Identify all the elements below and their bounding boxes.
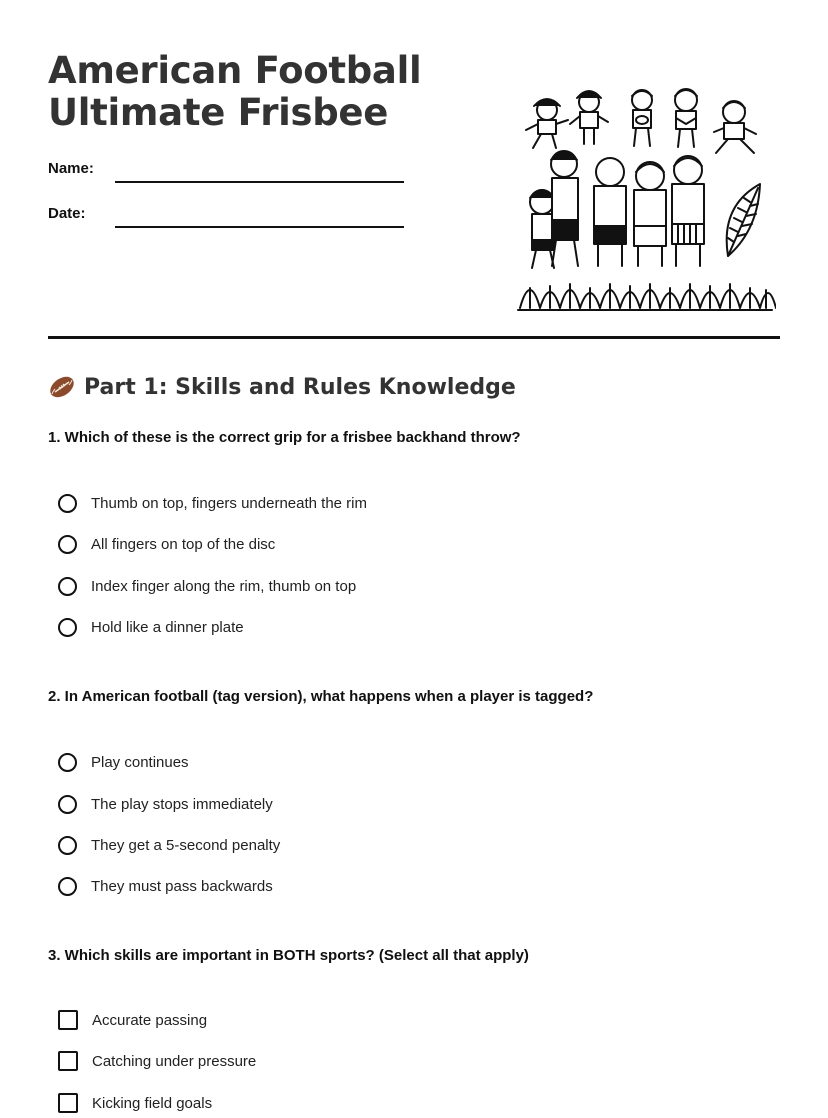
option-label: Thumb on top, fingers underneath the rim [91, 494, 367, 512]
kid-figure-6 [530, 190, 554, 268]
question-2: 2. In American football (tag version), what happens when a player is tagged? [48, 688, 594, 705]
title-line-2: Ultimate Frisbee [48, 91, 389, 134]
q1-option-4[interactable] [58, 615, 244, 639]
radio-button[interactable] [58, 877, 77, 896]
q1-option-3[interactable] [58, 574, 356, 598]
kids-playing-illustration [514, 86, 776, 316]
name-label: Name: [48, 160, 94, 177]
radio-button[interactable] [58, 618, 77, 637]
q2-option-1[interactable] [58, 750, 189, 774]
q3-option-3[interactable] [58, 1091, 212, 1115]
kid-figure-8 [594, 158, 626, 266]
kid-figure-4 [675, 89, 697, 147]
name-field[interactable] [115, 181, 404, 183]
kid-figure-9 [634, 162, 666, 266]
section-heading-text: Part 1: Skills and Rules Knowledge [84, 374, 516, 400]
american-football-icon [48, 373, 76, 401]
option-label: Play continues [91, 753, 189, 771]
radio-button[interactable] [58, 753, 77, 772]
header-divider [48, 336, 780, 339]
foliage-band [518, 284, 776, 310]
option-label: Index finger along the rim, thumb on top [91, 577, 357, 595]
option-label: Catching under pressure [92, 1052, 257, 1070]
radio-button[interactable] [58, 836, 77, 855]
option-label: Hold like a dinner plate [91, 618, 244, 636]
kid-figure-7 [551, 151, 578, 266]
option-label: The play stops immediately [91, 795, 273, 813]
kid-figure-3 [632, 90, 652, 146]
q2-option-3[interactable] [58, 833, 280, 857]
option-label: They must pass backwards [91, 877, 273, 895]
checkbox[interactable] [58, 1010, 78, 1030]
leaf-icon [727, 184, 760, 256]
q2-option-4[interactable] [58, 874, 273, 898]
q2-option-2[interactable] [58, 792, 273, 816]
kid-figure-1 [526, 99, 568, 148]
option-label: Accurate passing [92, 1011, 208, 1029]
question-1: 1. Which of these is the correct grip for a frisbee backhand throw? [48, 429, 521, 446]
date-field[interactable] [115, 226, 404, 228]
radio-button[interactable] [58, 494, 77, 513]
checkbox[interactable] [58, 1093, 78, 1113]
q1-option-1[interactable] [58, 491, 367, 515]
checkbox[interactable] [58, 1051, 78, 1071]
radio-button[interactable] [58, 535, 77, 554]
kid-figure-5 [714, 101, 756, 153]
option-label: All fingers on top of the disc [91, 535, 276, 553]
question-3: 3. Which skills are important in BOTH sports? (Select all that apply) [48, 947, 529, 964]
title-line-1: American Football [48, 49, 422, 92]
radio-button[interactable] [58, 577, 77, 596]
section-heading [48, 373, 516, 401]
q3-option-1[interactable] [58, 1008, 207, 1032]
option-label: Kicking field goals [92, 1094, 213, 1112]
worksheet-title [48, 50, 421, 134]
date-label: Date: [48, 205, 86, 222]
q1-option-2[interactable] [58, 532, 275, 556]
option-label: They get a 5-second penalty [91, 836, 281, 854]
kid-figure-10 [672, 156, 704, 266]
q3-option-2[interactable] [58, 1049, 256, 1073]
radio-button[interactable] [58, 795, 77, 814]
kid-figure-2 [570, 91, 608, 144]
